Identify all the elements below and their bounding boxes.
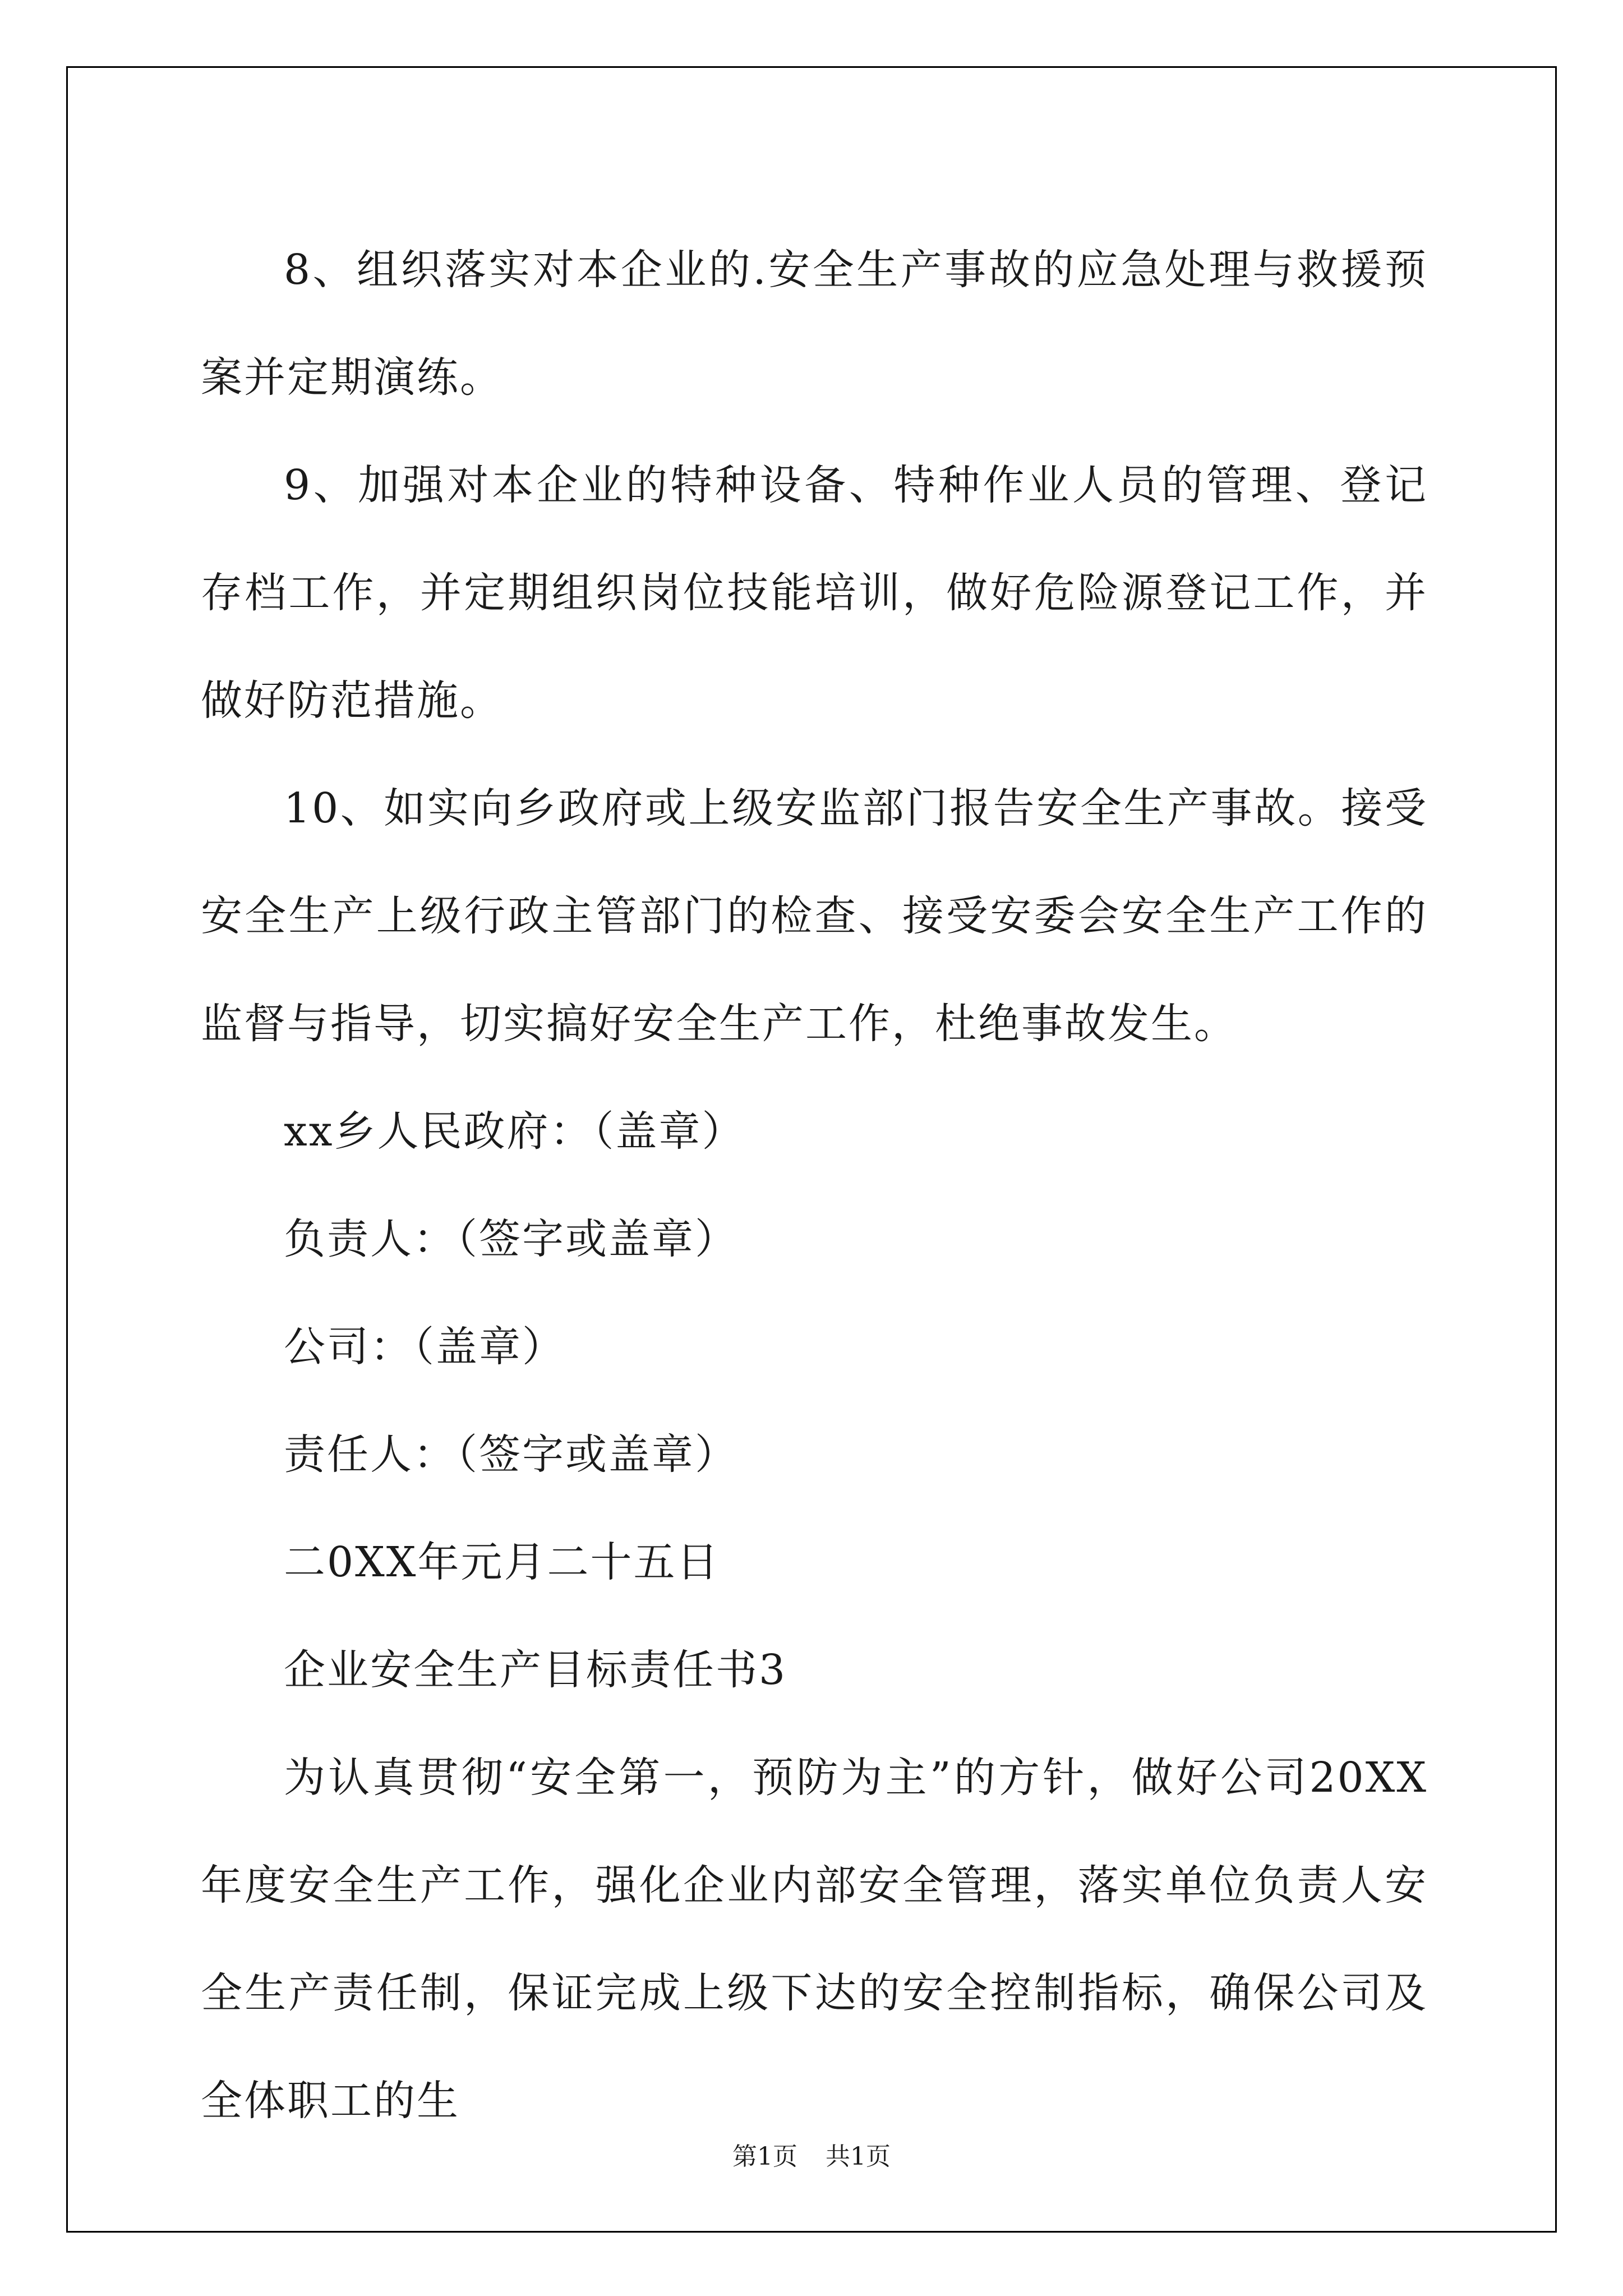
document-body — [201, 216, 1428, 2155]
paragraph-item-10: 10、如实向乡政府或上级安监部门报告安全生产事故。接受安全生产上级行政主管部门的检查、接受安委会安全生产工作的监督与指导，切实搞好安全生产工作，杜绝事故发生。 — [201, 784, 1428, 1048]
intro-paragraph: 为认真贯彻“安全第一，预防为主”的方针，做好公司20XX年度安全生产工作，强化企业内部安全管理，落实单位负责人安全生产责任制，保证完成上级下达的安全控制指标，确保公司及全体职工的生 — [201, 1754, 1428, 2125]
signature-liable-person: 责任人：（签字或盖章） — [284, 1430, 738, 1479]
paragraph-item-9: 9、加强对本企业的特种设备、特种作业人员的管理、登记存档工作，并定期组织岗位技能培训，做好危险源登记工作，并做好防范措施。 — [201, 461, 1428, 725]
signature-company: 公司：（盖章） — [284, 1323, 565, 1371]
signature-responsible-person: 负责人：（签字或盖章） — [284, 1215, 738, 1263]
page-number-total: 共1页 — [826, 2142, 891, 2171]
page-footer — [0, 2136, 1623, 2172]
section-title: 企业安全生产目标责任书3 — [284, 1646, 787, 1694]
signature-date: 二0XX年元月二十五日 — [284, 1538, 720, 1586]
paragraph-item-8: 8、组织落实对本企业的.安全生产事故的应急处理与救援预案并定期演练。 — [201, 246, 1428, 402]
page-number-current: 第1页 — [732, 2142, 797, 2171]
signature-government: xx乡人民政府：（盖章） — [284, 1107, 745, 1156]
